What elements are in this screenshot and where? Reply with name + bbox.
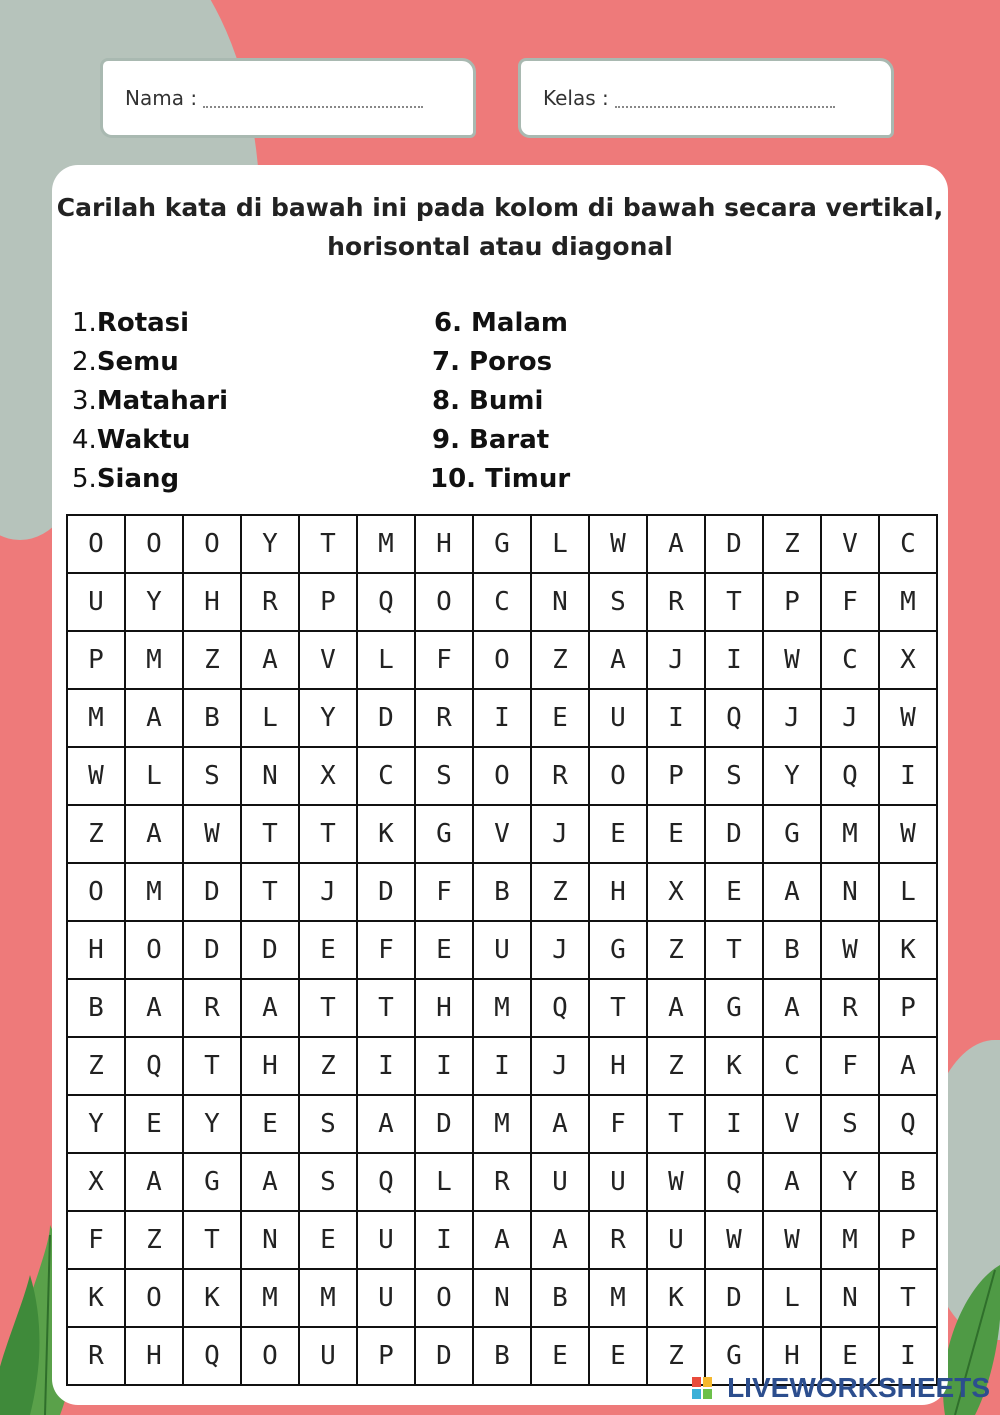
grid-cell[interactable]: P [357,1327,415,1385]
grid-cell[interactable]: E [299,1211,357,1269]
grid-cell[interactable]: R [183,979,241,1037]
grid-cell[interactable]: M [589,1269,647,1327]
grid-cell[interactable]: Q [125,1037,183,1095]
grid-cell[interactable]: Q [705,689,763,747]
grid-cell[interactable]: R [415,689,473,747]
grid-cell[interactable]: C [357,747,415,805]
grid-cell[interactable]: D [705,515,763,573]
grid-cell[interactable]: D [415,1095,473,1153]
grid-cell[interactable]: C [763,1037,821,1095]
grid-cell[interactable]: G [415,805,473,863]
grid-cell[interactable]: G [183,1153,241,1211]
grid-cell[interactable]: Z [647,1327,705,1385]
grid-cell[interactable]: Z [125,1211,183,1269]
grid-cell[interactable]: H [241,1037,299,1095]
class-field[interactable] [518,58,894,138]
grid-cell[interactable]: D [183,863,241,921]
grid-cell[interactable]: X [299,747,357,805]
grid-cell[interactable]: L [125,747,183,805]
name-label: Nama : [125,86,198,110]
grid-cell[interactable]: S [183,747,241,805]
grid-cell[interactable]: T [299,515,357,573]
grid-cell[interactable]: V [763,1095,821,1153]
grid-cell[interactable]: I [705,1095,763,1153]
grid-cell[interactable]: I [415,1037,473,1095]
grid-cell[interactable]: O [67,515,125,573]
table-row [67,631,937,689]
grid-cell[interactable]: P [67,631,125,689]
grid-cell[interactable]: R [821,979,879,1037]
brand-watermark: LIVEWORKSHEETS [727,1372,990,1403]
grid-cell[interactable]: G [705,1327,763,1385]
grid-cell[interactable]: Q [821,747,879,805]
table-row [67,515,937,573]
grid-cell[interactable]: P [763,573,821,631]
grid-cell[interactable]: Z [763,515,821,573]
grid-cell[interactable]: Z [647,1037,705,1095]
grid-cell[interactable]: I [879,1327,937,1385]
grid-cell[interactable]: A [125,1153,183,1211]
grid-cell[interactable]: A [531,1095,589,1153]
grid-cell[interactable]: P [879,1211,937,1269]
grid-cell[interactable]: C [821,631,879,689]
grid-cell[interactable]: M [241,1269,299,1327]
grid-cell[interactable]: A [241,1153,299,1211]
grid-cell[interactable]: A [357,1095,415,1153]
grid-cell[interactable]: O [473,747,531,805]
grid-cell[interactable]: A [879,1037,937,1095]
grid-cell[interactable]: Y [241,515,299,573]
grid-cell[interactable]: A [125,689,183,747]
grid-cell[interactable]: K [879,921,937,979]
grid-cell[interactable]: U [67,573,125,631]
word-search-grid [66,514,938,1386]
grid-cell[interactable]: X [647,863,705,921]
grid-cell[interactable]: R [589,1211,647,1269]
grid-cell[interactable]: N [241,1211,299,1269]
grid-cell[interactable]: N [821,1269,879,1327]
grid-cell[interactable]: G [763,805,821,863]
grid-cell[interactable]: B [879,1153,937,1211]
grid-cell[interactable]: L [357,631,415,689]
list-item: 2.Semu [72,347,179,377]
grid-cell[interactable]: A [473,1211,531,1269]
grid-cell[interactable]: S [589,573,647,631]
list-item: 7. Poros [432,347,553,377]
grid-cell[interactable]: I [357,1037,415,1095]
name-dotted-line [203,88,423,108]
grid-cell[interactable]: U [589,1153,647,1211]
grid-cell[interactable]: L [879,863,937,921]
grid-cell[interactable]: U [531,1153,589,1211]
table-row [67,689,937,747]
grid-cell[interactable]: U [647,1211,705,1269]
grid-cell[interactable]: Z [67,1037,125,1095]
grid-cell[interactable]: Q [531,979,589,1037]
grid-cell[interactable]: H [125,1327,183,1385]
grid-cell[interactable]: Z [531,631,589,689]
grid-cell[interactable]: M [357,515,415,573]
grid-cell[interactable]: E [705,863,763,921]
list-item: 6. Malam [434,308,568,338]
grid-cell[interactable]: X [879,631,937,689]
grid-cell[interactable]: W [879,805,937,863]
grid-cell[interactable]: I [473,689,531,747]
grid-cell[interactable]: P [879,979,937,1037]
grid-cell[interactable]: H [589,863,647,921]
liveworksheets-logo-icon [692,1377,712,1399]
grid-cell[interactable]: O [589,747,647,805]
grid-cell[interactable]: P [647,747,705,805]
grid-cell[interactable]: A [763,979,821,1037]
grid-cell[interactable]: I [473,1037,531,1095]
list-item: 3.Matahari [72,386,228,416]
grid-cell[interactable]: Y [299,689,357,747]
grid-cell[interactable]: V [299,631,357,689]
grid-cell[interactable]: D [357,863,415,921]
grid-cell[interactable]: M [879,573,937,631]
grid-cell[interactable]: J [763,689,821,747]
grid-cell[interactable]: D [705,805,763,863]
instruction-text [52,188,948,266]
grid-cell[interactable]: W [763,1211,821,1269]
grid-cell[interactable]: X [67,1153,125,1211]
grid-cell[interactable]: Z [299,1037,357,1095]
grid-cell[interactable]: Q [879,1095,937,1153]
class-label: Kelas : [543,86,609,110]
grid-cell[interactable]: Q [357,1153,415,1211]
grid-cell[interactable]: B [763,921,821,979]
grid-cell[interactable]: C [879,515,937,573]
grid-cell[interactable]: N [821,863,879,921]
grid-cell[interactable]: H [763,1327,821,1385]
grid-cell[interactable]: A [647,979,705,1037]
word-list-left [72,304,228,499]
grid-cell[interactable]: L [531,515,589,573]
table-row [67,747,937,805]
grid-cell[interactable]: F [821,573,879,631]
table-row [67,979,937,1037]
instruction-line-1: Carilah kata di bawah ini pada kolom di bawah secara vertikal, [56,193,944,222]
grid-cell[interactable]: M [125,631,183,689]
grid-cell[interactable]: E [241,1095,299,1153]
grid-cell[interactable]: D [357,689,415,747]
grid-cell[interactable]: M [821,1211,879,1269]
grid-cell[interactable]: M [299,1269,357,1327]
table-row [67,1153,937,1211]
grid-cell[interactable]: A [647,515,705,573]
grid-cell[interactable]: E [821,1327,879,1385]
grid-cell[interactable]: J [647,631,705,689]
grid-cell[interactable]: P [299,573,357,631]
list-item: 9. Barat [432,425,550,455]
grid-cell[interactable]: H [67,921,125,979]
grid-cell[interactable]: B [473,1327,531,1385]
grid-cell[interactable]: D [705,1269,763,1327]
grid-cell[interactable]: W [67,747,125,805]
grid-cell[interactable]: S [299,1153,357,1211]
grid-cell[interactable]: M [473,1095,531,1153]
list-item: 8. Bumi [432,386,544,416]
grid-cell[interactable]: G [589,921,647,979]
grid-cell[interactable]: T [705,573,763,631]
grid-cell[interactable]: G [705,979,763,1037]
grid-cell[interactable]: B [531,1269,589,1327]
grid-cell[interactable]: R [531,747,589,805]
table-row [67,1095,937,1153]
grid-cell[interactable]: O [241,1327,299,1385]
grid-cell[interactable]: J [299,863,357,921]
grid-cell[interactable]: U [357,1269,415,1327]
grid-cell[interactable]: O [67,863,125,921]
grid-cell[interactable]: T [299,805,357,863]
grid-cell[interactable]: J [821,689,879,747]
grid-cell[interactable]: T [357,979,415,1037]
grid-cell[interactable]: K [357,805,415,863]
grid-cell[interactable]: E [299,921,357,979]
grid-cell[interactable]: T [299,979,357,1037]
table-row [67,1037,937,1095]
list-item: 10. Timur [430,464,571,494]
grid-cell[interactable]: J [531,921,589,979]
grid-cell[interactable]: Z [647,921,705,979]
grid-cell[interactable]: W [879,689,937,747]
grid-cell[interactable]: O [415,1269,473,1327]
grid-cell[interactable]: L [241,689,299,747]
grid-cell[interactable]: Y [821,1153,879,1211]
grid-cell[interactable]: T [647,1095,705,1153]
grid-cell[interactable]: L [415,1153,473,1211]
grid-cell[interactable]: V [821,515,879,573]
grid-cell[interactable]: F [415,863,473,921]
grid-cell[interactable]: A [241,631,299,689]
grid-cell[interactable]: S [415,747,473,805]
grid-cell[interactable]: K [67,1269,125,1327]
grid-cell[interactable]: V [473,805,531,863]
grid-cell[interactable]: T [241,863,299,921]
grid-cell[interactable]: Y [67,1095,125,1153]
grid-cell[interactable]: M [125,863,183,921]
grid-cell[interactable]: Q [705,1153,763,1211]
grid-cell[interactable]: T [183,1037,241,1095]
grid-cell[interactable]: I [705,631,763,689]
grid-cell[interactable]: O [125,921,183,979]
grid-cell[interactable]: U [473,921,531,979]
grid-cell[interactable]: T [879,1269,937,1327]
grid-cell[interactable]: W [821,921,879,979]
table-row [67,573,937,631]
grid-cell[interactable]: H [415,979,473,1037]
grid-cell[interactable]: E [415,921,473,979]
grid-cell[interactable]: K [705,1037,763,1095]
grid-cell[interactable]: F [415,631,473,689]
grid-cell[interactable]: E [647,805,705,863]
table-row [67,921,937,979]
grid-cell[interactable]: H [415,515,473,573]
grid-cell[interactable]: O [125,1269,183,1327]
grid-cell[interactable]: I [415,1211,473,1269]
grid-cell[interactable]: A [589,631,647,689]
table-row [67,1211,937,1269]
grid-cell[interactable]: Z [183,631,241,689]
grid-cell[interactable]: H [183,573,241,631]
grid-cell[interactable]: F [589,1095,647,1153]
grid-cell[interactable]: G [473,515,531,573]
grid-cell[interactable]: R [473,1153,531,1211]
grid-cell[interactable]: T [183,1211,241,1269]
list-item: 5.Siang [72,464,180,494]
grid-cell[interactable]: U [357,1211,415,1269]
grid-cell[interactable]: M [67,689,125,747]
grid-cell[interactable]: A [125,979,183,1037]
grid-cell[interactable]: E [589,1327,647,1385]
grid-cell[interactable]: B [183,689,241,747]
word-list-right [430,304,570,499]
name-field[interactable] [100,58,476,138]
grid-cell[interactable]: W [183,805,241,863]
grid-cell[interactable]: S [821,1095,879,1153]
grid-cell[interactable]: O [473,631,531,689]
grid-cell[interactable]: A [125,805,183,863]
grid-cell[interactable]: N [531,573,589,631]
grid-cell[interactable]: T [241,805,299,863]
grid-cell[interactable]: R [67,1327,125,1385]
grid-cell[interactable]: R [241,573,299,631]
grid-cell[interactable]: B [67,979,125,1037]
grid-cell[interactable]: A [763,1153,821,1211]
word-search-table [66,514,938,1386]
list-item: 4.Waktu [72,425,191,455]
grid-cell[interactable]: Y [125,573,183,631]
grid-cell[interactable]: Z [531,863,589,921]
grid-cell[interactable]: A [763,863,821,921]
grid-cell[interactable]: N [473,1269,531,1327]
grid-cell[interactable]: E [531,689,589,747]
grid-cell[interactable]: K [647,1269,705,1327]
grid-cell[interactable]: N [241,747,299,805]
grid-cell[interactable]: Q [183,1327,241,1385]
grid-cell[interactable]: F [357,921,415,979]
grid-cell[interactable]: F [821,1037,879,1095]
grid-cell[interactable]: E [531,1327,589,1385]
grid-cell[interactable]: O [125,515,183,573]
grid-cell[interactable]: Z [67,805,125,863]
class-dotted-line [615,88,835,108]
grid-cell[interactable]: E [589,805,647,863]
grid-cell[interactable]: R [647,573,705,631]
list-item: 1.Rotasi [72,308,190,338]
grid-cell[interactable]: U [299,1327,357,1385]
grid-cell[interactable]: W [763,631,821,689]
grid-cell[interactable]: O [183,515,241,573]
grid-cell[interactable]: I [647,689,705,747]
grid-cell[interactable]: Q [357,573,415,631]
grid-cell[interactable]: H [589,1037,647,1095]
grid-cell[interactable]: E [125,1095,183,1153]
grid-cell[interactable]: M [821,805,879,863]
table-row [67,805,937,863]
grid-cell[interactable]: J [531,1037,589,1095]
grid-cell[interactable]: O [415,573,473,631]
grid-cell[interactable]: W [647,1153,705,1211]
table-row [67,863,937,921]
grid-cell[interactable]: F [67,1211,125,1269]
grid-cell[interactable]: I [879,747,937,805]
grid-cell[interactable]: W [705,1211,763,1269]
grid-cell[interactable]: J [531,805,589,863]
grid-cell[interactable]: Y [763,747,821,805]
instruction-line-2: horisontal atau diagonal [327,232,673,261]
grid-cell[interactable]: S [299,1095,357,1153]
grid-cell[interactable]: T [705,921,763,979]
grid-cell[interactable]: U [589,689,647,747]
grid-cell[interactable]: D [183,921,241,979]
grid-cell[interactable]: C [473,573,531,631]
grid-cell[interactable]: S [705,747,763,805]
grid-cell[interactable]: T [589,979,647,1037]
grid-cell[interactable]: A [531,1211,589,1269]
grid-cell[interactable]: D [241,921,299,979]
grid-cell[interactable]: B [473,863,531,921]
grid-cell[interactable]: K [183,1269,241,1327]
grid-cell[interactable]: A [241,979,299,1037]
grid-cell[interactable]: D [415,1327,473,1385]
table-row [67,1269,937,1327]
grid-cell[interactable]: Y [183,1095,241,1153]
grid-cell[interactable]: L [763,1269,821,1327]
grid-cell[interactable]: M [473,979,531,1037]
grid-cell[interactable]: W [589,515,647,573]
